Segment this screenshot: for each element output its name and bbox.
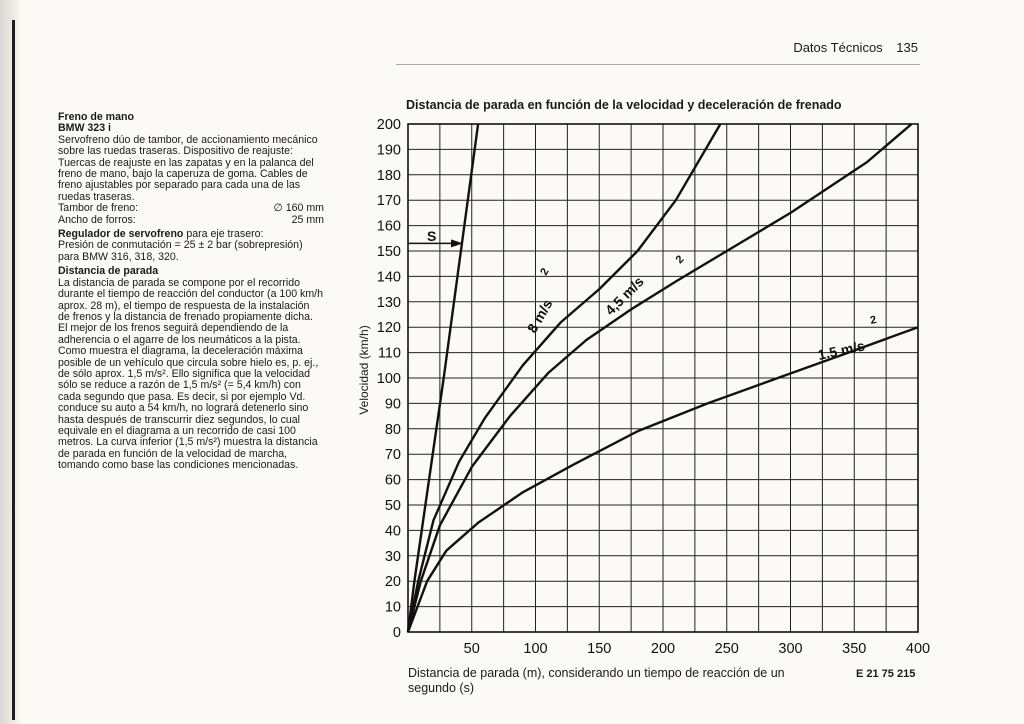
section-title: Datos Técnicos [793, 40, 883, 55]
handbrake-description: Servofreno dúo de tambor, de accionamiento mecánico sobre las ruedas traseras. Dispositivo de reajuste: Tuercas de reajuste en las zapatas y en la palanca del freno de mano, bajo la caperuza de goma. Cables de freno ajustables por separado para cada una de las ruedas traseras. [58, 133, 318, 203]
y-tick-label: 70 [384, 447, 401, 464]
y-tick-label: 160 [376, 218, 401, 235]
y-tick-label: 180 [376, 167, 401, 184]
annotation-1-5-exponent: 2 [869, 313, 878, 327]
x-tick-label: 150 [587, 641, 612, 657]
y-tick-label: 100 [376, 371, 401, 387]
lining-value: 25 mm [291, 213, 324, 226]
y-tick-label: 20 [384, 574, 401, 591]
y-tick-label: 40 [384, 523, 401, 540]
x-tick-label: 100 [523, 641, 548, 657]
y-tick-label: 50 [384, 498, 401, 514]
x-tick-label: 300 [778, 641, 803, 657]
regulator-title: Regulador de servofreno [58, 228, 184, 241]
y-tick-label: 200 [376, 117, 401, 133]
page-number: 135 [896, 40, 918, 55]
y-tick-label: 110 [377, 345, 401, 362]
annotation-4-5-exponent: 2 [673, 253, 687, 267]
handbrake-title: Freno de mano [58, 111, 134, 123]
y-tick-label: 80 [384, 421, 401, 438]
y-tick-label: 60 [384, 472, 401, 489]
x-tick-label: 350 [842, 641, 867, 657]
x-tick-label: 50 [463, 641, 480, 657]
y-tick-label: 130 [376, 294, 401, 311]
y-tick-label: 30 [384, 548, 401, 565]
figure-code: E 21 75 215 [856, 668, 916, 680]
regulator-description: Presión de conmutación = 25 ± 2 bar (sobrepresión) para BMW 316, 318, 320. [58, 239, 303, 263]
x-tick-label: 400 [905, 641, 931, 657]
y-tick-label: 140 [376, 269, 401, 286]
y-tick-label: 0 [392, 625, 401, 641]
annotation-8-label: 8 m/s [523, 296, 556, 336]
y-tick-label: 170 [376, 193, 401, 210]
x-tick-label: 250 [714, 641, 739, 657]
annotation-s: S [427, 228, 437, 244]
annotation-4-5-label: 4,5 m/s [601, 273, 647, 319]
regulator-title-rest: para eje trasero: [183, 228, 264, 241]
y-axis-label: Velocidad (km/h) [357, 325, 371, 415]
y-tick-label: 10 [384, 599, 401, 616]
lining-label: Ancho de forros: [58, 213, 136, 226]
stopping-paragraph-1: La distancia de parada se compone por el recorrido durante el tiempo de reacción del conductor (a 100 km/h aprox. 28 m), el tiempo de respuesta de la instalación de frenos y la distancia de frenado propiamente dicha. [58, 276, 323, 323]
annotation-8-exponent: 2 [538, 266, 552, 278]
stopping-paragraph-2: El mejor de los frenos seguirá dependiendo de la adherencia o el agarre de los neumáticos a la pista. Como muestra el diagrama, la deceleración máxima posible de un vehículo que circula sobre hielo es, p. ej., de sólo aprox. 1,5 m/s². Ello significa que la velocidad sólo se reduce a razón de 1,5 m/s² (= 5,4 km/h) con cada segundo que pasa. Es decir, si por ejemplo Vd. conduce su auto a 54 km/h, no logrará detenerlo sino hasta después de transcurrir diez segundos, lo cual equivale en el diagrama a un recorrido de casi 100 metros. La curva inferior (1,5 m/s²) muestra la distancia de parada en función de la velocidad de marcha, tomando como base las condiciones mencionadas. [58, 322, 319, 472]
y-tick-label: 120 [376, 320, 401, 337]
y-tick-label: 90 [384, 396, 401, 413]
drum-value: ∅ 160 mm [273, 202, 324, 215]
stopping-title: Distancia de parada [58, 265, 159, 278]
x-tick-label: 200 [650, 641, 676, 657]
drum-label: Tambor de freno: [58, 202, 139, 215]
x-axis-label: Distancia de parada (m), considerando un tiempo de reacción de un segundo (s) [408, 666, 785, 695]
y-tick-label: 190 [376, 142, 401, 159]
annotation-1-5-label: 1,5 m/s [816, 337, 867, 363]
chart-title: Distancia de parada en función de la velocidad y deceleración de frenado [406, 98, 842, 112]
model-title: BMW 323 i [58, 122, 111, 135]
y-tick-label: 150 [376, 244, 401, 260]
